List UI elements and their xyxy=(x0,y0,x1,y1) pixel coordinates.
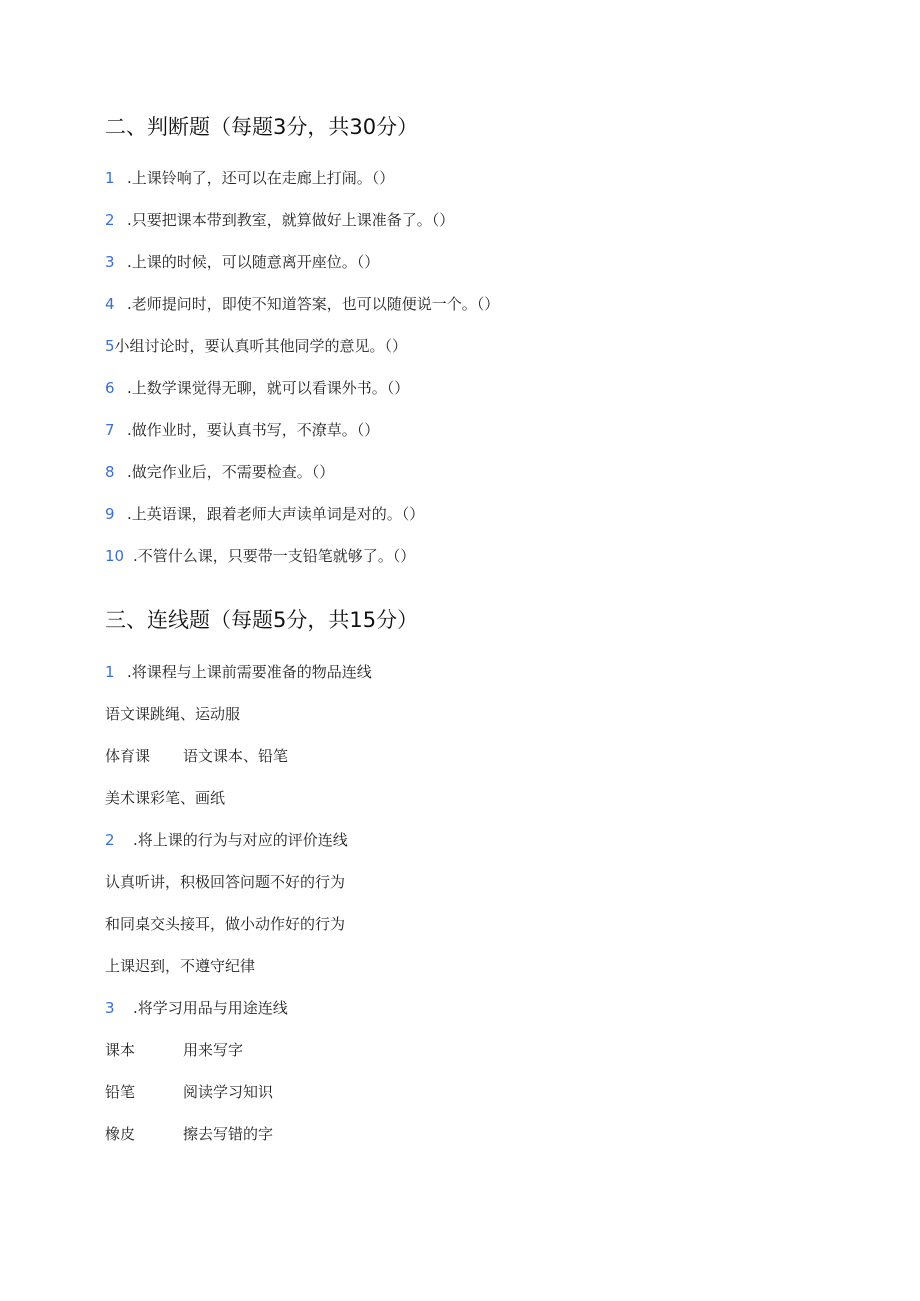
judge-item xyxy=(105,503,424,525)
question-number: 3 xyxy=(105,999,115,1017)
question-text: .将课程与上课前需要准备的物品连线 xyxy=(127,663,372,681)
question-number: 2 xyxy=(105,831,115,849)
item-number: 7 xyxy=(105,421,115,439)
item-number: 5 xyxy=(105,337,115,355)
match-row: 和同桌交头接耳，做小动作好的行为 xyxy=(105,915,346,933)
judge-item xyxy=(105,419,379,441)
item-text: .上英语课，跟着老师大声读单词是对的。（） xyxy=(127,505,425,523)
item-number: 2 xyxy=(105,211,115,229)
section2-title: 二、判断题（每题3分，共30分） xyxy=(105,115,419,139)
match-left: 体育课 xyxy=(105,747,151,765)
item-text: .做作业时，要认真书写，不潦草。（） xyxy=(127,421,380,439)
judge-item xyxy=(105,335,407,357)
judge-item xyxy=(105,293,499,315)
judge-item xyxy=(105,461,334,483)
match-row: 美术课彩笔、画纸 xyxy=(105,789,226,807)
item-text: .上课的时候，可以随意离开座位。（） xyxy=(127,253,380,271)
match-question xyxy=(105,829,348,851)
match-row xyxy=(105,1039,244,1061)
match-question xyxy=(105,997,288,1019)
item-text: .上课铃响了，还可以在走廊上打闹。（） xyxy=(127,169,395,187)
match-row xyxy=(105,1081,274,1103)
item-text: .不管什么课，只要带一支铅笔就够了。（） xyxy=(133,547,416,565)
judge-item xyxy=(105,377,409,399)
question-text: .将上课的行为与对应的评价连线 xyxy=(133,831,348,849)
judge-item xyxy=(105,251,379,273)
match-left: 课本 xyxy=(105,1041,136,1059)
match-question xyxy=(105,661,372,683)
item-number: 9 xyxy=(105,505,115,523)
item-number: 8 xyxy=(105,463,115,481)
question-number: 1 xyxy=(105,663,115,681)
match-row: 语文课跳绳、运动服 xyxy=(105,705,241,723)
item-number: 6 xyxy=(105,379,115,397)
item-number: 1 xyxy=(105,169,115,187)
question-text: .将学习用品与用途连线 xyxy=(133,999,288,1017)
item-number: 4 xyxy=(105,295,115,313)
match-row xyxy=(105,1123,274,1145)
match-row xyxy=(105,745,289,767)
match-right: 擦去写错的字 xyxy=(183,1125,274,1143)
item-text: .上数学课觉得无聊，就可以看课外书。（） xyxy=(127,379,410,397)
item-text: .只要把课本带到教室，就算做好上课准备了。（） xyxy=(127,211,455,229)
match-row: 上课迟到，不遵守纪律 xyxy=(105,957,256,975)
item-text: .老师提问时，即使不知道答案，也可以随便说一个。（） xyxy=(127,295,500,313)
judge-item xyxy=(105,545,415,567)
item-text: .做完作业后，不需要检查。（） xyxy=(127,463,335,481)
judge-item xyxy=(105,167,394,189)
item-number: 3 xyxy=(105,253,115,271)
item-text: 小组讨论时，要认真听其他同学的意见。（） xyxy=(114,337,408,355)
section3-title: 三、连线题（每题5分，共15分） xyxy=(105,608,419,632)
judge-item xyxy=(105,209,454,231)
match-row: 认真听讲，积极回答问题不好的行为 xyxy=(105,873,346,891)
item-number: 10 xyxy=(105,547,125,565)
match-left: 铅笔 xyxy=(105,1083,136,1101)
match-right: 用来写字 xyxy=(183,1041,244,1059)
match-right: 阅读学习知识 xyxy=(183,1083,274,1101)
match-left: 橡皮 xyxy=(105,1125,136,1143)
match-right: 语文课本、铅笔 xyxy=(183,747,289,765)
